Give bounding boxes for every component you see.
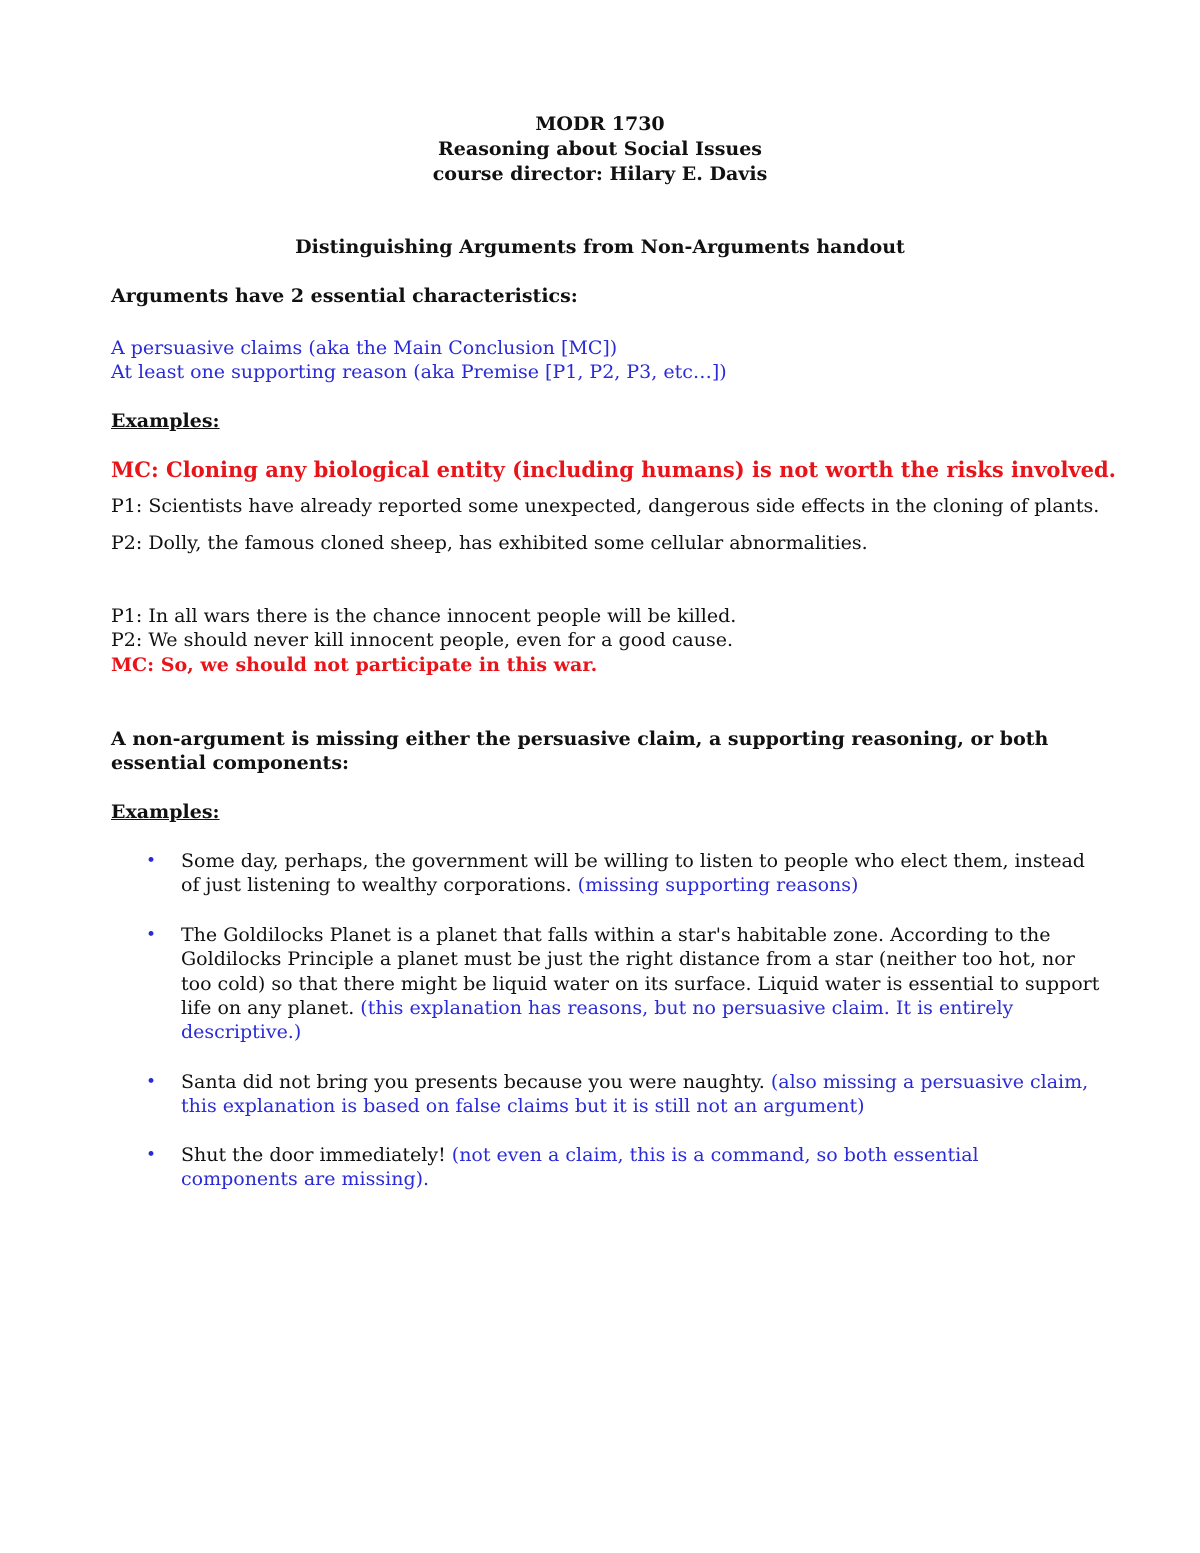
example2-premise-1: P1: In all wars there is the chance innocent people will be killed.	[111, 605, 737, 627]
course-code: MODR 1730	[535, 113, 665, 135]
characteristic-1: A persuasive claims (aka the Main Conclusion [MC])	[111, 337, 618, 359]
non-argument-heading-line2: essential components:	[111, 752, 350, 774]
example2-main-conclusion: MC: So, we should not participate in this war.	[111, 654, 598, 676]
example2-premise-2: P2: We should never kill innocent people, even for a good cause.	[111, 629, 734, 651]
non-argument-3-text: Santa did not bring you presents because you were naughty.	[181, 1071, 771, 1093]
arguments-examples-label: Examples:	[111, 410, 220, 432]
course-title: Reasoning about Social Issues	[438, 138, 762, 160]
bullet-icon: •	[146, 1145, 157, 1165]
non-argument-4-note-line2: components are missing).	[181, 1168, 430, 1190]
non-argument-examples-label: Examples:	[111, 801, 220, 823]
course-director: course director: Hilary E. Davis	[432, 163, 768, 185]
non-argument-3-line1	[181, 1070, 1088, 1094]
non-argument-3-note: (also missing a persuasive claim,	[770, 1071, 1089, 1093]
non-argument-2-line3: too cold) so that there might be liquid water on its surface. Liquid water is essential to support	[181, 973, 1100, 995]
non-argument-4-text: Shut the door immediately!	[181, 1144, 452, 1166]
non-argument-heading-line1: A non-argument is missing either the persuasive claim, a supporting reasoning, or both	[111, 728, 1049, 750]
bullet-icon: •	[146, 925, 157, 945]
bullet-icon: •	[146, 1072, 157, 1092]
non-argument-2-note-line2: descriptive.)	[181, 1021, 302, 1043]
non-argument-1-note: (missing supporting reasons)	[577, 874, 859, 896]
example1-main-conclusion: MC: Cloning any biological entity (including humans) is not worth the risks involved.	[111, 457, 1116, 482]
handout-title: Distinguishing Arguments from Non-Arguments handout	[295, 236, 905, 258]
non-argument-2-text: life on any planet.	[181, 997, 361, 1019]
non-argument-4-line1	[181, 1143, 979, 1167]
bullet-icon: •	[146, 851, 157, 871]
non-argument-2-line4	[181, 996, 1013, 1020]
non-argument-2-line2: Goldilocks Principle a planet must be just the right distance from a star (neither too hot, nor	[181, 948, 1075, 970]
non-argument-2-line1: The Goldilocks Planet is a planet that falls within a star's habitable zone. According to the	[181, 924, 1051, 946]
non-argument-4-note: (not even a claim, this is a command, so both essential	[451, 1144, 979, 1166]
non-argument-1-line1: Some day, perhaps, the government will be willing to listen to people who elect them, instead	[181, 850, 1085, 872]
characteristic-2: At least one supporting reason (aka Premise [P1, P2, P3, etc…])	[111, 361, 727, 383]
non-argument-3-note-line2: this explanation is based on false claims but it is still not an argument)	[181, 1095, 865, 1117]
arguments-heading: Arguments have 2 essential characteristics:	[111, 285, 578, 307]
non-argument-1-line2	[181, 873, 858, 897]
non-argument-2-note: (this explanation has reasons, but no persuasive claim. It is entirely	[360, 997, 1014, 1019]
non-argument-1-text: of just listening to wealthy corporations.	[181, 874, 578, 896]
example1-premise-1: P1: Scientists have already reported some unexpected, dangerous side effects in the cloning of plants.	[111, 495, 1100, 517]
example1-premise-2: P2: Dolly, the famous cloned sheep, has exhibited some cellular abnormalities.	[111, 532, 868, 554]
